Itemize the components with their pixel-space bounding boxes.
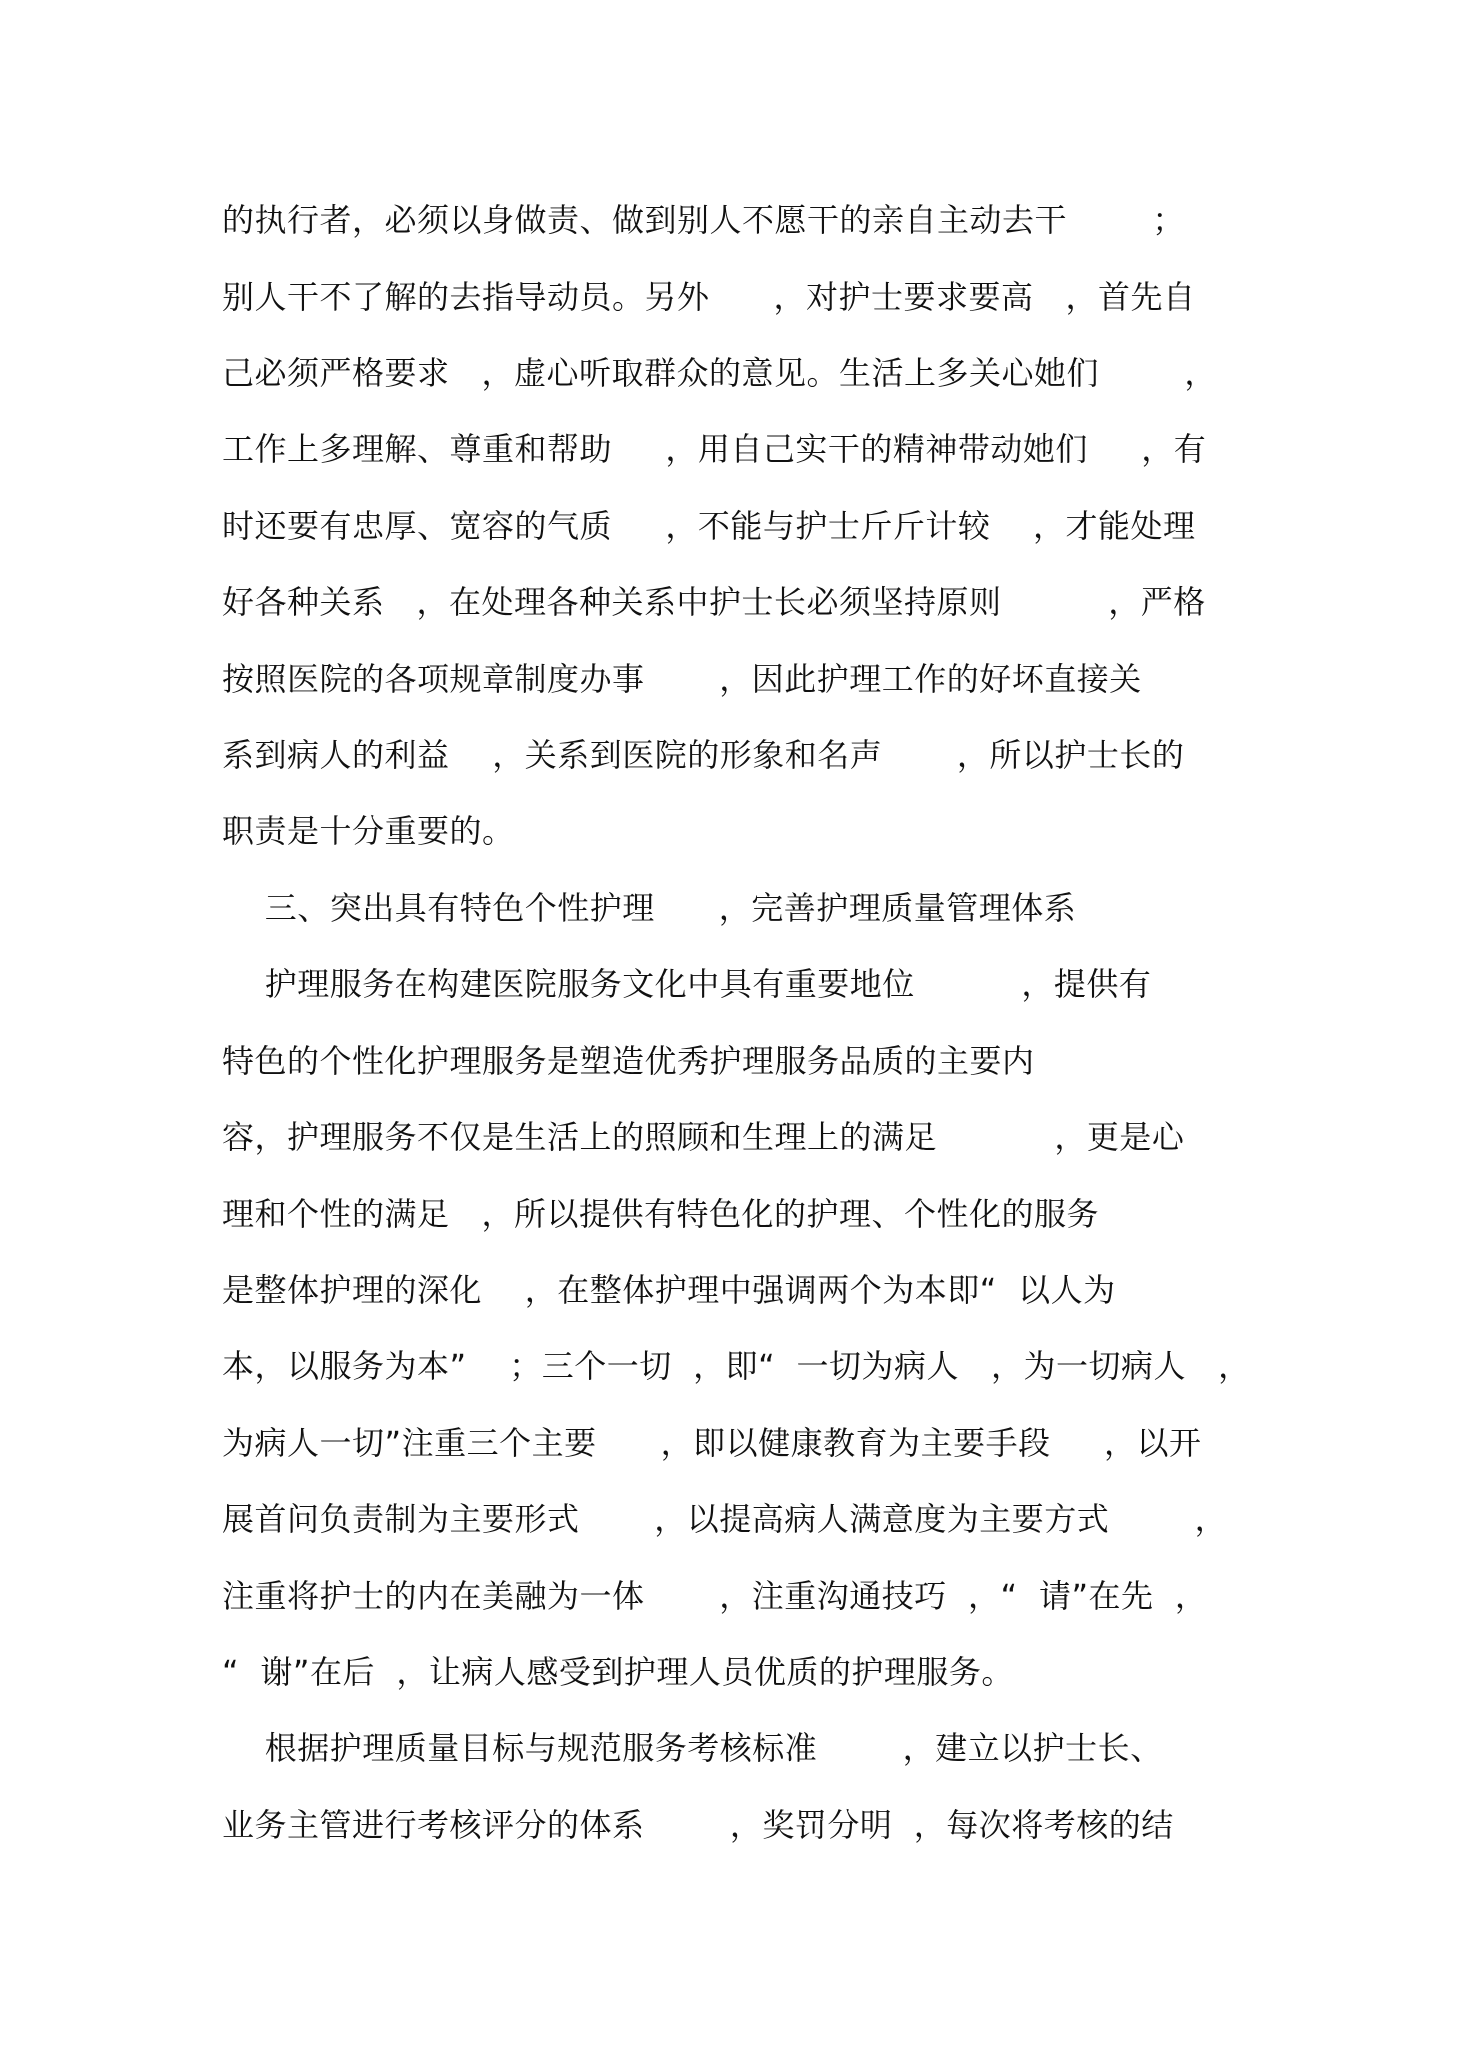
text-line: 展首问负责制为主要形式 ，以提高病人满意度为主要方式 ， bbox=[222, 1500, 1228, 1538]
text-line: 别人干不了解的去指导动员。另外 ，对护士要求要高 ，首先自 bbox=[222, 278, 1196, 316]
text-line: 是整体护理的深化 ，在整体护理中强调两个为本即“ 以人为 bbox=[222, 1271, 1116, 1309]
text-line: “ 谢”在后 ，让病人感受到护理人员优质的护理服务。 bbox=[222, 1653, 1014, 1691]
text-line: 理和个性的满足 ，所以提供有特色化的护理、个性化的服务 bbox=[222, 1195, 1100, 1233]
text-line: 时还要有忠厚、宽容的气质 ，不能与护士斤斤计较 ，才能处理 bbox=[222, 507, 1196, 545]
text-line: 按照医院的各项规章制度办事 ，因此护理工作的好坏直接关 bbox=[222, 660, 1142, 698]
text-line: 护理服务在构建医院服务文化中具有重要地位 ，提供有 bbox=[222, 965, 1152, 1003]
text-line: 特色的个性化护理服务是塑造优秀护理服务品质的主要内 bbox=[222, 1042, 1035, 1080]
text-line: 根据护理质量目标与规范服务考核标准 ，建立以护士长、 bbox=[222, 1729, 1163, 1767]
text-line: 业务主管进行考核评分的体系 ，奖罚分明 ，每次将考核的结 bbox=[222, 1806, 1174, 1844]
text-line: 注重将护士的内在美融为一体 ，注重沟通技巧 ，“ 请”在先 ， bbox=[222, 1577, 1208, 1615]
text-line: 好各种关系 ，在处理各种关系中护士长必须坚持原则 ，严格 bbox=[222, 583, 1206, 621]
text-line: 容，护理服务不仅是生活上的照顾和生理上的满足 ，更是心 bbox=[222, 1118, 1185, 1156]
text-line: 本，以服务为本” ；三个一切 ，即“ 一切为病人 ，为一切病人 ， bbox=[222, 1347, 1251, 1385]
text-line: 为病人一切”注重三个主要 ，即以健康教育为主要手段 ，以开 bbox=[222, 1424, 1202, 1462]
text-line: 系到病人的利益 ，关系到医院的形象和名声 ，所以护士长的 bbox=[222, 736, 1185, 774]
text-line: 的执行者，必须以身做责、做到别人不愿干的亲自主动去干 ； bbox=[222, 201, 1185, 239]
section-heading: 三、突出具有特色个性护理 ，完善护理质量管理体系 bbox=[222, 889, 1077, 927]
text-line: 工作上多理解、尊重和帮助 ，用自己实干的精神带动她们 ，有 bbox=[222, 430, 1207, 468]
text-line: 己必须严格要求 ，虚心听取群众的意见。生活上多关心她们 ， bbox=[222, 354, 1217, 392]
text-line: 职责是十分重要的。 bbox=[222, 812, 515, 850]
